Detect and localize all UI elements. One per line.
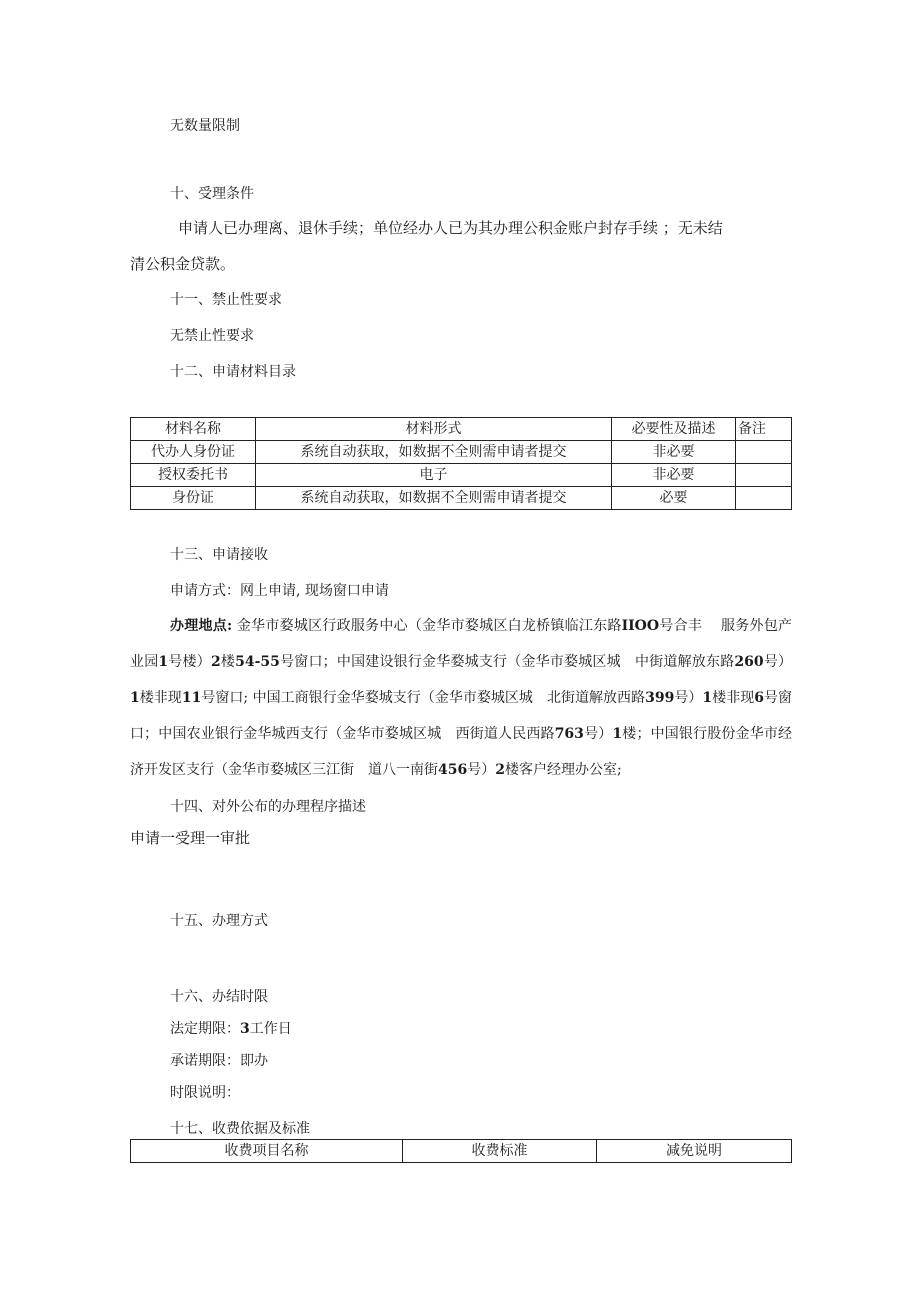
location-number: 763: [554, 726, 584, 742]
location-number: 1: [702, 690, 713, 706]
table-row: [131, 441, 792, 464]
table-cell: 电子: [256, 464, 612, 487]
section-13-heading: 十三、申请接收: [170, 547, 268, 563]
location-text: 楼客户经理办公室;: [504, 762, 622, 778]
table-cell: 身份证: [131, 487, 256, 510]
location-text: 号合丰 服务: [659, 618, 750, 634]
location-text: 金华市婺城区行政服务中心（金华市婺城区白龙桥镇临江东路: [236, 618, 622, 634]
table-cell: [736, 487, 792, 510]
location-number: 260: [734, 654, 764, 670]
location-number: 399: [645, 690, 675, 706]
location-text: 楼非现: [712, 690, 755, 706]
column-header: 材料形式: [256, 418, 612, 441]
application-location-paragraph: [130, 608, 792, 788]
section-10-text-line1: 申请人已办理离、退休手续；单位经办人已为其办理公积金账户封存手续 ；无未结: [178, 219, 723, 237]
table-cell: [736, 441, 792, 464]
fees-table: [130, 1139, 792, 1163]
location-text: 楼；中: [622, 726, 665, 742]
location-number: 2: [495, 762, 505, 778]
location-number: 11: [181, 690, 202, 706]
section-11-text: 无禁止性要求: [170, 328, 254, 344]
table-cell: [736, 464, 792, 487]
legal-time-limit: [170, 1019, 292, 1039]
location-text: 号窗口；中国农业银行金华城西支行（金华市婺城区城 西街道人民西路: [130, 690, 793, 742]
column-header: 必要性及描述: [612, 418, 736, 441]
table-row: [131, 464, 792, 487]
location-number: 6: [754, 690, 764, 706]
location-number: 1: [130, 690, 140, 706]
location-text: 号）: [467, 762, 496, 778]
materials-table: [130, 417, 792, 510]
application-method-text: 申请方式：网上申请, 现场窗口申请: [170, 583, 389, 599]
location-text: 号窗口; 中国工商银行金华婺城支行（金华市婺城区城 北街道解放西路: [201, 690, 646, 706]
column-header: 收费项目名称: [131, 1140, 403, 1163]
table-cell: 非必要: [612, 441, 736, 464]
section-10-text-line2: 清公积金贷款。: [130, 255, 236, 273]
location-text: 路: [720, 654, 735, 670]
section-10-heading: 十、受理条件: [170, 186, 254, 202]
legal-time-value: 3: [240, 1021, 250, 1037]
location-text: 楼非现: [139, 690, 182, 706]
time-limit-note: 时限说明：: [170, 1085, 240, 1101]
column-header: 材料名称: [131, 418, 256, 441]
column-header: 收费标准: [403, 1140, 597, 1163]
location-number: 1: [612, 726, 623, 742]
table-cell: 系统自动获取，如数据不全则需申请者提交: [256, 487, 612, 510]
section-12-heading: 十二、申请材料目录: [170, 364, 296, 380]
location-text: 号）: [583, 726, 613, 742]
section-14-heading: 十四、对外公布的办理程序描述: [170, 799, 366, 815]
section-11-heading: 十一、禁止性要求: [170, 292, 282, 308]
promised-time-limit: 承诺期限：即办: [170, 1053, 268, 1069]
location-number: IIOO: [621, 618, 660, 634]
location-text: 号）: [674, 690, 703, 706]
section-16-heading: 十六、办结时限: [170, 989, 268, 1005]
table-cell: 必要: [612, 487, 736, 510]
table-header-row: [131, 1140, 792, 1163]
table-header-row: [131, 418, 792, 441]
legal-time-unit: 工作日: [249, 1021, 292, 1037]
column-header: 备注: [736, 418, 792, 441]
location-number: 54-55: [235, 654, 280, 670]
location-text: 国银行股份金华市经济开发区支行（金华市婺城区三江街 道八一南街: [130, 726, 793, 778]
procedure-text: 申请一受理一审批: [130, 829, 251, 847]
legal-time-label: 法定期限：: [170, 1021, 240, 1037]
section-15-heading: 十五、办理方式: [170, 913, 268, 929]
location-text: 号楼）: [168, 654, 211, 670]
location-text: 号）: [763, 654, 793, 670]
section-17-heading: 十七、收费依据及标准: [170, 1121, 310, 1137]
column-header: 减免说明: [597, 1140, 792, 1163]
table-row: [131, 487, 792, 510]
table-cell: 授权委托书: [131, 464, 256, 487]
location-number: 2: [210, 654, 221, 670]
no-quantity-limit-text: 无数量限制: [170, 118, 240, 134]
location-text: 楼: [220, 654, 236, 670]
location-number: 456: [438, 762, 468, 778]
table-cell: 代办人身份证: [131, 441, 256, 464]
table-cell: 非必要: [612, 464, 736, 487]
location-text: 号窗口；中国建设银行金华婺城支行（金华市婺城区城 中街道解放东: [279, 654, 721, 670]
location-number: 1: [158, 654, 169, 670]
location-text: 外包产业园: [130, 618, 793, 670]
table-cell: 系统自动获取，如数据不全则需申请者提交: [256, 441, 612, 464]
location-label: 办理地点:: [170, 618, 233, 634]
